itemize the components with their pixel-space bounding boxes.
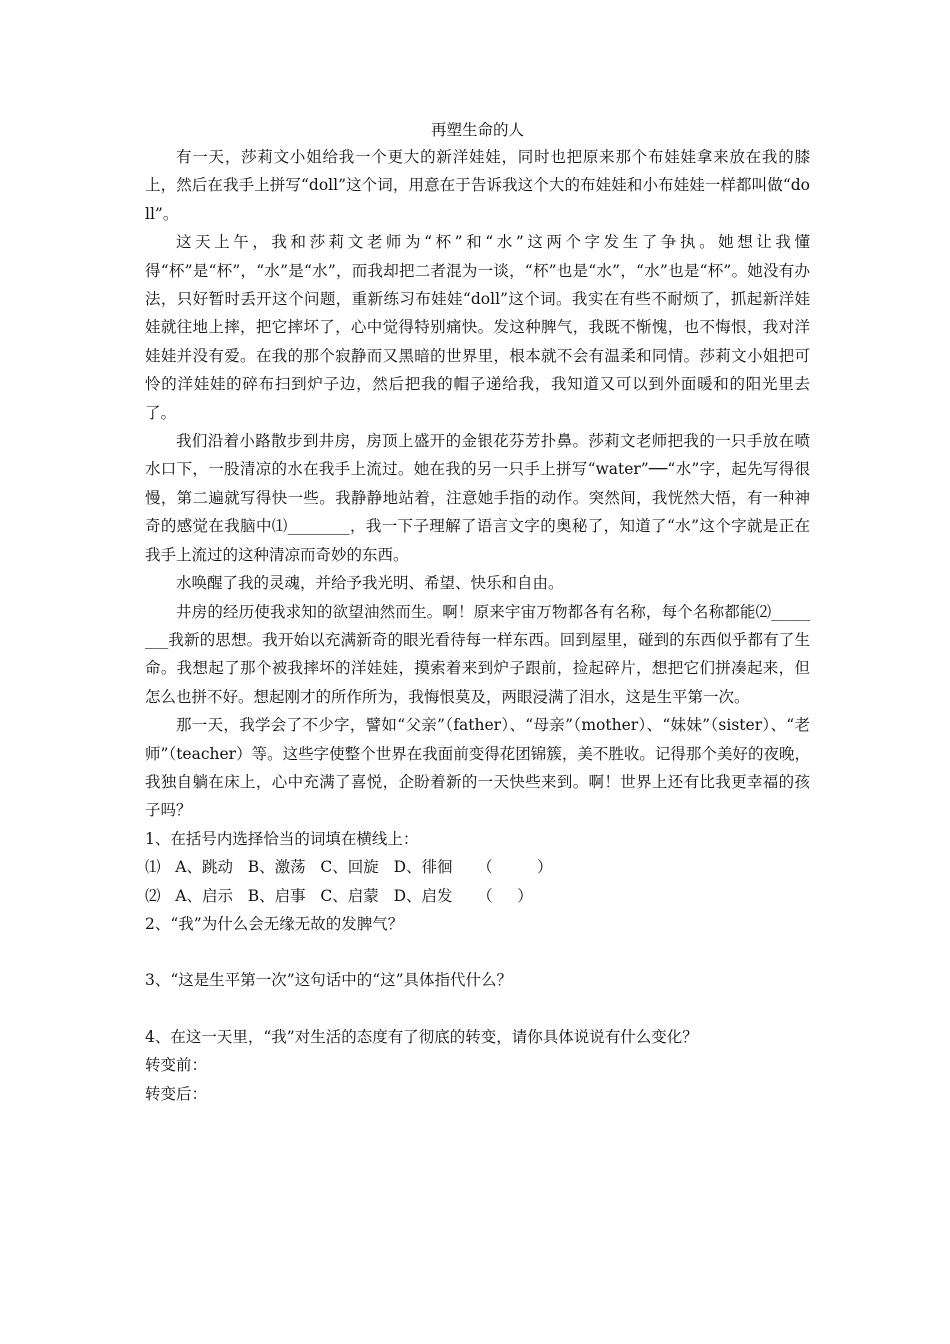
paragraph-6: 那一天，我学会了不少字，譬如“父亲”（father）、“母亲”（mother）、“妹妹”（sister）、“老师”（teacher）等。这些字使整个世界在我面前变得花团锦簇，美不胜收。记得那个美好的夜晚，我独自躺在床上，心中充满了喜悦，企盼着新的一天快些来到。啊！世界上还有比我更幸福的孩子吗？ xyxy=(145,716,810,820)
question-4: 4、在这一天里，“我”对生活的态度有了彻底的转变，请你具体说说有什么变化？ xyxy=(145,1027,698,1046)
question-1-options-2: ⑵ A、启示 B、启事 C、启蒙 D、启发 （ ） xyxy=(145,886,533,905)
paragraph-2: 这天上午，我和莎莉文老师为“杯”和“水”这两个字发生了争执。她想让我懂得“杯”是“杯”，“水”是“水”，而我却把二者混为一谈，“杯”也是“水”，“水”也是“杯”。她没有办法，只好暂时丢开这个问题，重新练习布娃娃“doll”这个词。我实在有些不耐烦了，抓起新洋娃娃就往地上摔，把它摔坏了，心中觉得特别痛快。发这种脾气，我既不惭愧，也不悔恨，我对洋娃娃并没有爱。在我的那个寂静而又黑暗的世界里，根本就不会有温柔和同情。莎莉文小姐把可怜的洋娃娃的碎布扫到炉子边，然后把我的帽子递给我，我知道又可以到外面暖和的阳光里去了。 xyxy=(145,233,810,422)
paragraph-3: 我们沿着小路散步到井房，房顶上盛开的金银花芬芳扑鼻。莎莉文老师把我的一只手放在喷水口下，一股清凉的水在我手上流过。她在我的另一只手上拼写“water”──“水”字，起先写得很慢，第二遍就写得快一些。我静静地站着，注意她手指的动作。突然间，我恍然大悟，有一种神奇的感觉在我脑中⑴________，我一下子理解了语言文字的奥秘了，知道了“水”这个字就是正在我手上流过的这种清凉而奇妙的东西。 xyxy=(145,432,810,564)
question-4-after: 转变后： xyxy=(145,1084,208,1103)
question-1-options-1: ⑴ A、跳动 B、激荡 C、回旋 D、徘徊 （ ） xyxy=(145,858,553,877)
answer-space-2 xyxy=(145,938,810,966)
article-title: 再塑生命的人 xyxy=(430,121,524,139)
answer-space-3 xyxy=(145,995,810,1023)
question-4-before: 转变前： xyxy=(145,1056,208,1075)
paragraph-5: 井房的经历使我求知的欲望油然而生。啊！原来宇宙万物都各有名称，每个名称都能⑵________我新的思想。我开始以充满新奇的眼光看待每一样东西。回到屋里，碰到的东西似乎都有了生命。我想起了那个被我摔坏的洋娃娃，摸索着来到炉子跟前，捡起碎片，想把它们拼凑起来，但怎么也拼不好。想起刚才的所作所为，我悔恨莫及，两眼浸满了泪水，这是生平第一次。 xyxy=(145,602,810,706)
question-2: 2、“我”为什么会无缘无故的发脾气？ xyxy=(145,914,404,933)
document-page xyxy=(145,117,810,1108)
question-1: 1、在括号内选择恰当的词填在横线上： xyxy=(145,829,419,848)
question-3: 3、“这是生平第一次”这句话中的“这”具体指代什么？ xyxy=(145,971,513,990)
paragraph-4: 水唤醒了我的灵魂，并给予我光明、希望、快乐和自由。 xyxy=(176,574,564,593)
paragraph-1: 有一天，莎莉文小姐给我一个更大的新洋娃娃，同时也把原来那个布娃娃拿来放在我的膝上，然后在我手上拼写“doll”这个词，用意在于告诉我这个大的布娃娃和小布娃娃一样都叫做“doll”。 xyxy=(145,148,810,223)
